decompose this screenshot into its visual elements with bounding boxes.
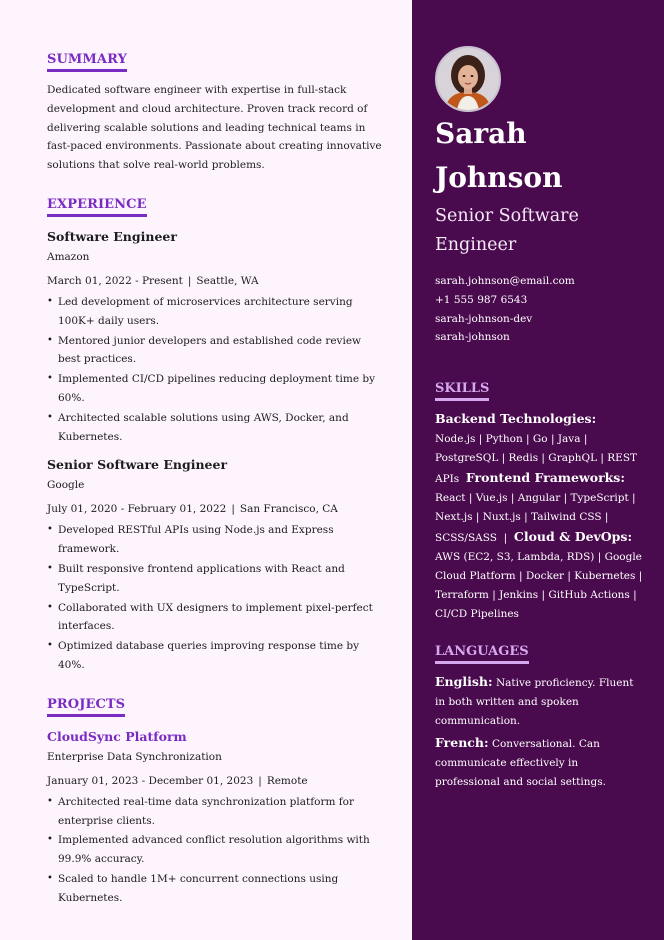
job-title: Senior Software Engineer [47,457,228,473]
language-text: Native proficiency. Fluent in both written and spoken communication. [435,677,634,728]
skill-group-items: Node.js | Python | Go | Java | PostgreSQL | Redis | GraphQL | REST APIs [435,433,638,486]
job-bullets [47,521,386,674]
job-bullet: • Optimized database queries improving response time by 40%. [47,637,386,675]
linkedin-link[interactable]: sarah-johnson [435,331,510,344]
job-bullet: • Led development of microservices architecture serving 100K+ daily users. [47,293,386,331]
job-bullet: • Developed RESTful APIs using Node.js and Express framework. [47,521,386,559]
job-meta [47,501,386,517]
languages-heading: LANGUAGES [435,644,529,664]
language-label: French: [435,735,489,751]
job-entry [47,228,386,446]
job-bullet: • Collaborated with UX designers to implement pixel-perfect interfaces. [47,599,386,637]
meta-separator: | [258,774,262,787]
project-bullet: • Architected real-time data synchronization platform for enterprise clients. [47,793,386,831]
job-meta [47,273,386,289]
language-label: English: [435,674,493,690]
job-bullet: • Mentored junior developers and established code review best practices. [47,332,386,370]
project-entry [47,728,386,908]
summary-section [47,48,386,175]
project-bullet: • Scaled to handle 1M+ concurrent connections using Kubernetes. [47,870,386,908]
project-title: CloudSync Platform [47,728,187,744]
job-entry [47,456,386,674]
email-link[interactable]: sarah.johnson@email.com [435,275,575,287]
job-company: Google [47,479,85,492]
experience-heading: EXPERIENCE [47,197,147,217]
project-dates: January 01, 2023 - December 01, 2023 [47,774,254,787]
skill-group-items: AWS (EC2, S3, Lambda, RDS) | Google Cloud Platform | Docker | Kubernetes | Terraform | Jenkins | GitHub Actions | CI/CD Pipelines [435,551,643,621]
skills-section [435,377,644,624]
first-name: Sarah [435,117,527,150]
skill-group-items: React | Vue.js | Angular | TypeScript | Next.js | Nuxt.js | Tailwind CSS | SCSS/SASS [435,492,636,545]
github-link[interactable]: sarah-johnson-dev [435,312,533,325]
job-location: San Francisco, CA [239,503,338,516]
portrait-image [437,48,499,110]
project-bullet: • Implemented advanced conflict resolution algorithms with 99.9% accuracy. [47,831,386,869]
language-item [435,733,644,792]
skill-group-label: Frontend Frameworks: [465,470,625,486]
project-location: Remote [266,774,308,787]
job-bullet: • Architected scalable solutions using AWS, Docker, and Kubernetes. [47,409,386,447]
languages-section [435,640,644,792]
skills-heading: SKILLS [435,381,489,401]
project-bullets [47,793,386,908]
project-subtitle: Enterprise Data Synchronization [47,750,222,763]
projects-heading: PROJECTS [47,697,125,717]
skill-group-label: Backend Technologies: [435,411,597,427]
language-text: Conversational. Can communicate effectively in professional and social settings. [435,738,606,789]
job-location: Seattle, WA [196,274,259,287]
sidebar [412,0,664,940]
job-title: Software Engineer [47,228,177,244]
summary-text: Dedicated software engineer with expertise in full-stack development and cloud architecture. Proven track record of delivering scalable solutions and leading technical teams in fast-paced environments. Passionate about creating innovative solutions that solve real-world problems. [47,84,382,172]
language-item [435,672,644,731]
skill-group-label: Cloud & DevOps: [513,529,633,545]
job-company: Amazon [47,250,90,263]
summary-heading: SUMMARY [47,52,127,72]
skills-text [435,409,644,624]
phone-number: +1 555 987 6543 [435,293,528,306]
meta-separator: | [231,503,235,516]
job-bullet: • Implemented CI/CD pipelines reducing deployment time by 60%. [47,370,386,408]
profile-photo [435,46,501,112]
project-meta [47,773,386,789]
job-dates: March 01, 2022 - Present [47,274,183,287]
job-dates: July 01, 2020 - February 01, 2022 [47,503,227,516]
projects-section [47,693,386,908]
job-bullet: • Built responsive frontend applications with React and TypeScript. [47,560,386,598]
experience-section [47,193,386,675]
contact-block [435,272,644,347]
job-bullets [47,293,386,446]
last-name: Johnson [435,161,563,194]
meta-separator: | [187,274,192,287]
skill-separator: | [503,532,508,545]
job-role: Senior Software Engineer [435,206,579,255]
